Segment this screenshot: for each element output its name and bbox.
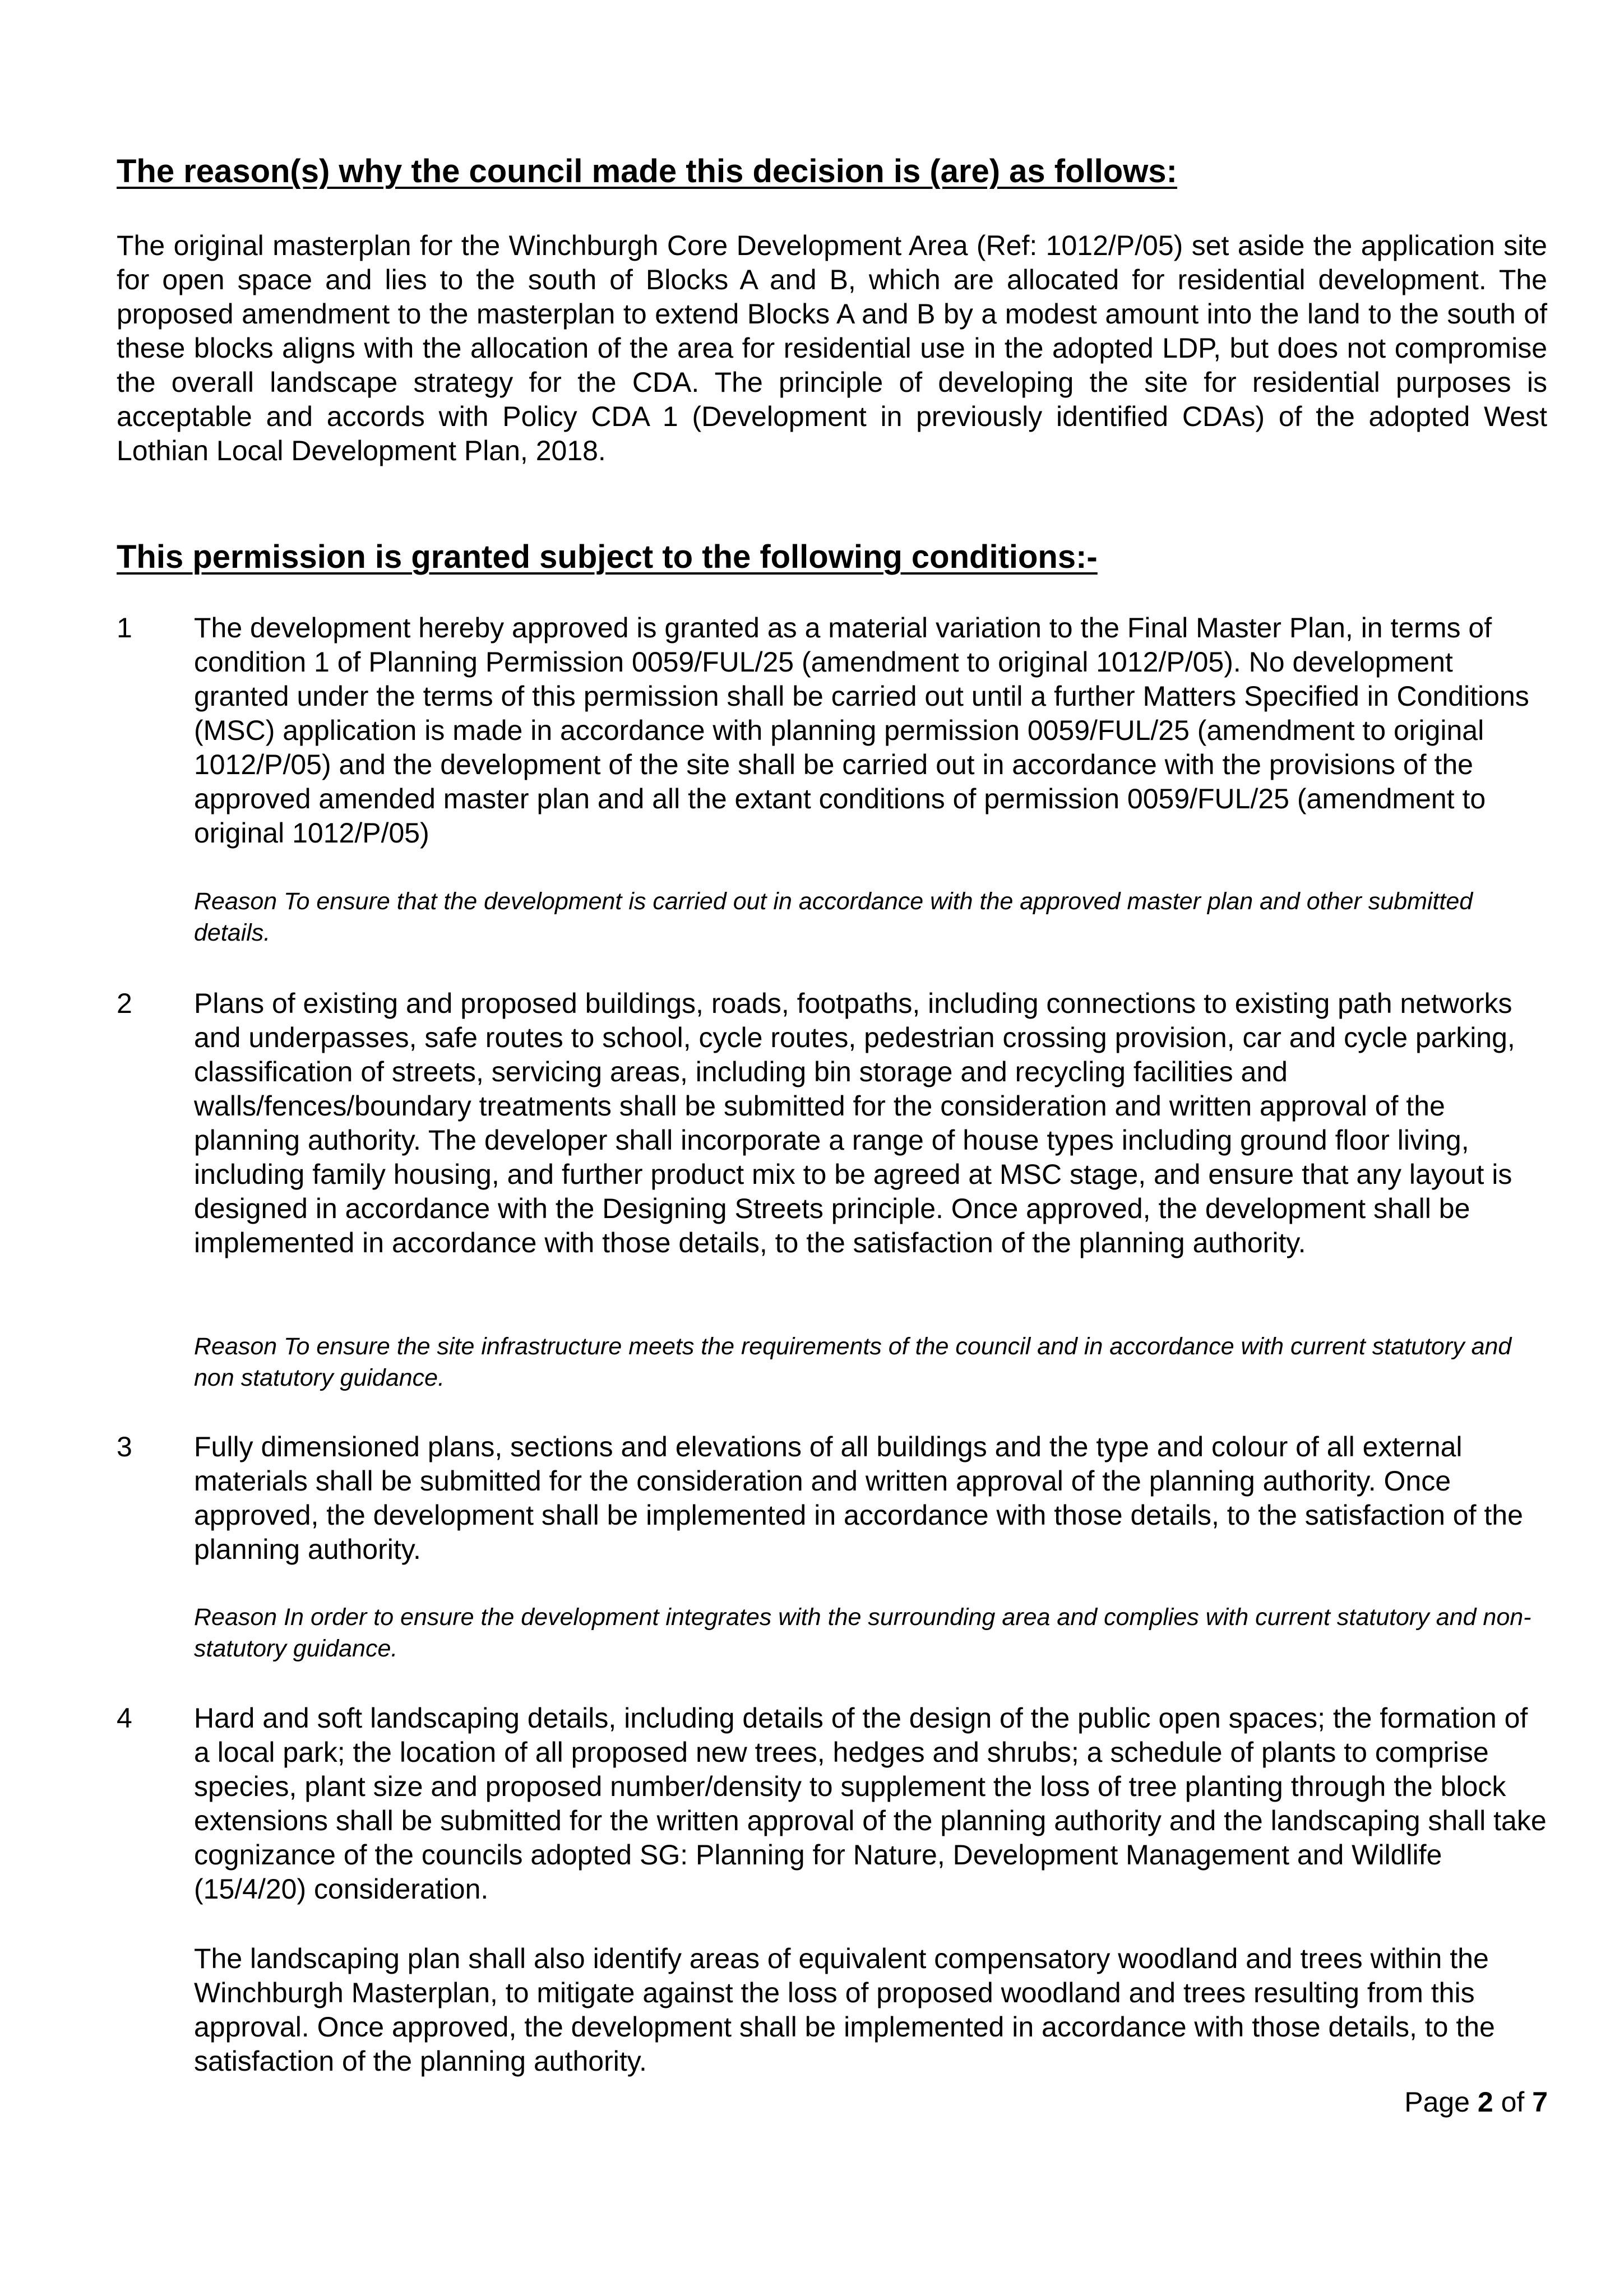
condition-number: 1 xyxy=(117,612,132,644)
condition-text: Hard and soft landscaping details, including details of the design of the public open spaces; the formation of a local park; the location of all proposed new trees, hedges and shrubs; a schedule of plants to comprise species, plant size and proposed number/density to supplement the loss of tree planting through the block extensions shall be submitted for the written approval of the planning authority and the landscaping shall take cognizance of the councils adopted SG: Planning for Nature, Development Management and Wildlife (15/4/20) consideration. xyxy=(194,1702,1547,1905)
page-current: 2 xyxy=(1477,2086,1493,2118)
condition-text: Plans of existing and proposed buildings, roads, footpaths, including connections to existing path networks and underpasses, safe routes to school, cycle routes, pedestrian crossing provision, car and cycle parking, classification of streets, servicing areas, including bin storage and recycling facilities and walls/fences/boundary treatments shall be submitted for the consideration and written approval of the planning authority. The developer shall incorporate a range of house types including ground floor living, including family housing, and further product mix to be agreed at MSC stage, and ensure that any layout is designed in accordance with the Designing Streets principle. Once approved, the development shall be implemented in accordance with those details, to the satisfaction of the planning authority. xyxy=(194,988,1515,1258)
condition-number: 3 xyxy=(117,1431,132,1462)
condition-number: 2 xyxy=(117,988,132,1019)
decision-reason-paragraph: The original masterplan for the Winchburgh Core Development Area (Ref: 1012/P/05) set aside the application site for open space and lies to the south of Blocks A and B, which are allocated for residential development. The proposed amendment to the masterplan to extend Blocks A and B by a modest amount into the land to the south of these blocks aligns with the allocation of the area for residential use in the adopted LDP, but does not compromise the overall landscape strategy for the CDA. The principle of developing the site for residential purposes is acceptable and accords with Policy CDA 1 (Development in previously identified CDAs) of the adopted West Lothian Local Development Plan, 2018. xyxy=(117,230,1547,466)
condition-text: The development hereby approved is granted as a material variation to the Final Master Plan, in terms of condition 1 of Planning Permission 0059/FUL/25 (amendment to original 1012/P/05). No development granted under the terms of this permission shall be carried out until a further Matters Specified in Conditions (MSC) application is made in accordance with planning permission 0059/FUL/25 (amendment to original 1012/P/05) and the development of the site shall be carried out in accordance with the provisions of the approved amended master plan and all the extant conditions of permission 0059/FUL/25 (amendment to original 1012/P/05) xyxy=(194,612,1529,849)
condition-reason: Reason In order to ensure the development integrates with the surrounding area and complies with current statutory and non-statutory guidance. xyxy=(194,1604,1532,1662)
page-prefix: Page xyxy=(1404,2086,1478,2118)
page-total: 7 xyxy=(1532,2086,1548,2118)
condition-text: Fully dimensioned plans, sections and elevations of all buildings and the type and colour of all external materials shall be submitted for the consideration and written approval of the planning authority. Once approved, the development shall be implemented in accordance with those details, to the satisfaction of the planning authority. xyxy=(194,1431,1523,1565)
condition-text-continued: The landscaping plan shall also identify areas of equivalent compensatory woodland and trees within the Winchburgh Masterplan, to mitigate against the loss of proposed woodland and trees resulting from this approval. Once approved, the development shall be implemented in accordance with those details, to the satisfaction of the planning authority. xyxy=(194,1943,1495,2077)
decision-reason-heading: The reason(s) why the council made this decision is (are) as follows: xyxy=(117,153,1177,189)
condition-number: 4 xyxy=(117,1702,132,1734)
conditions-heading: This permission is granted subject to the following conditions:- xyxy=(117,539,1098,575)
page-number xyxy=(1404,2085,1548,2119)
page-separator: of xyxy=(1493,2086,1533,2118)
condition-reason: Reason To ensure that the development is carried out in accordance with the approved master plan and other submitted details. xyxy=(194,888,1473,946)
condition-reason: Reason To ensure the site infrastructure meets the requirements of the council and in accordance with current statutory and non statutory guidance. xyxy=(194,1333,1512,1391)
